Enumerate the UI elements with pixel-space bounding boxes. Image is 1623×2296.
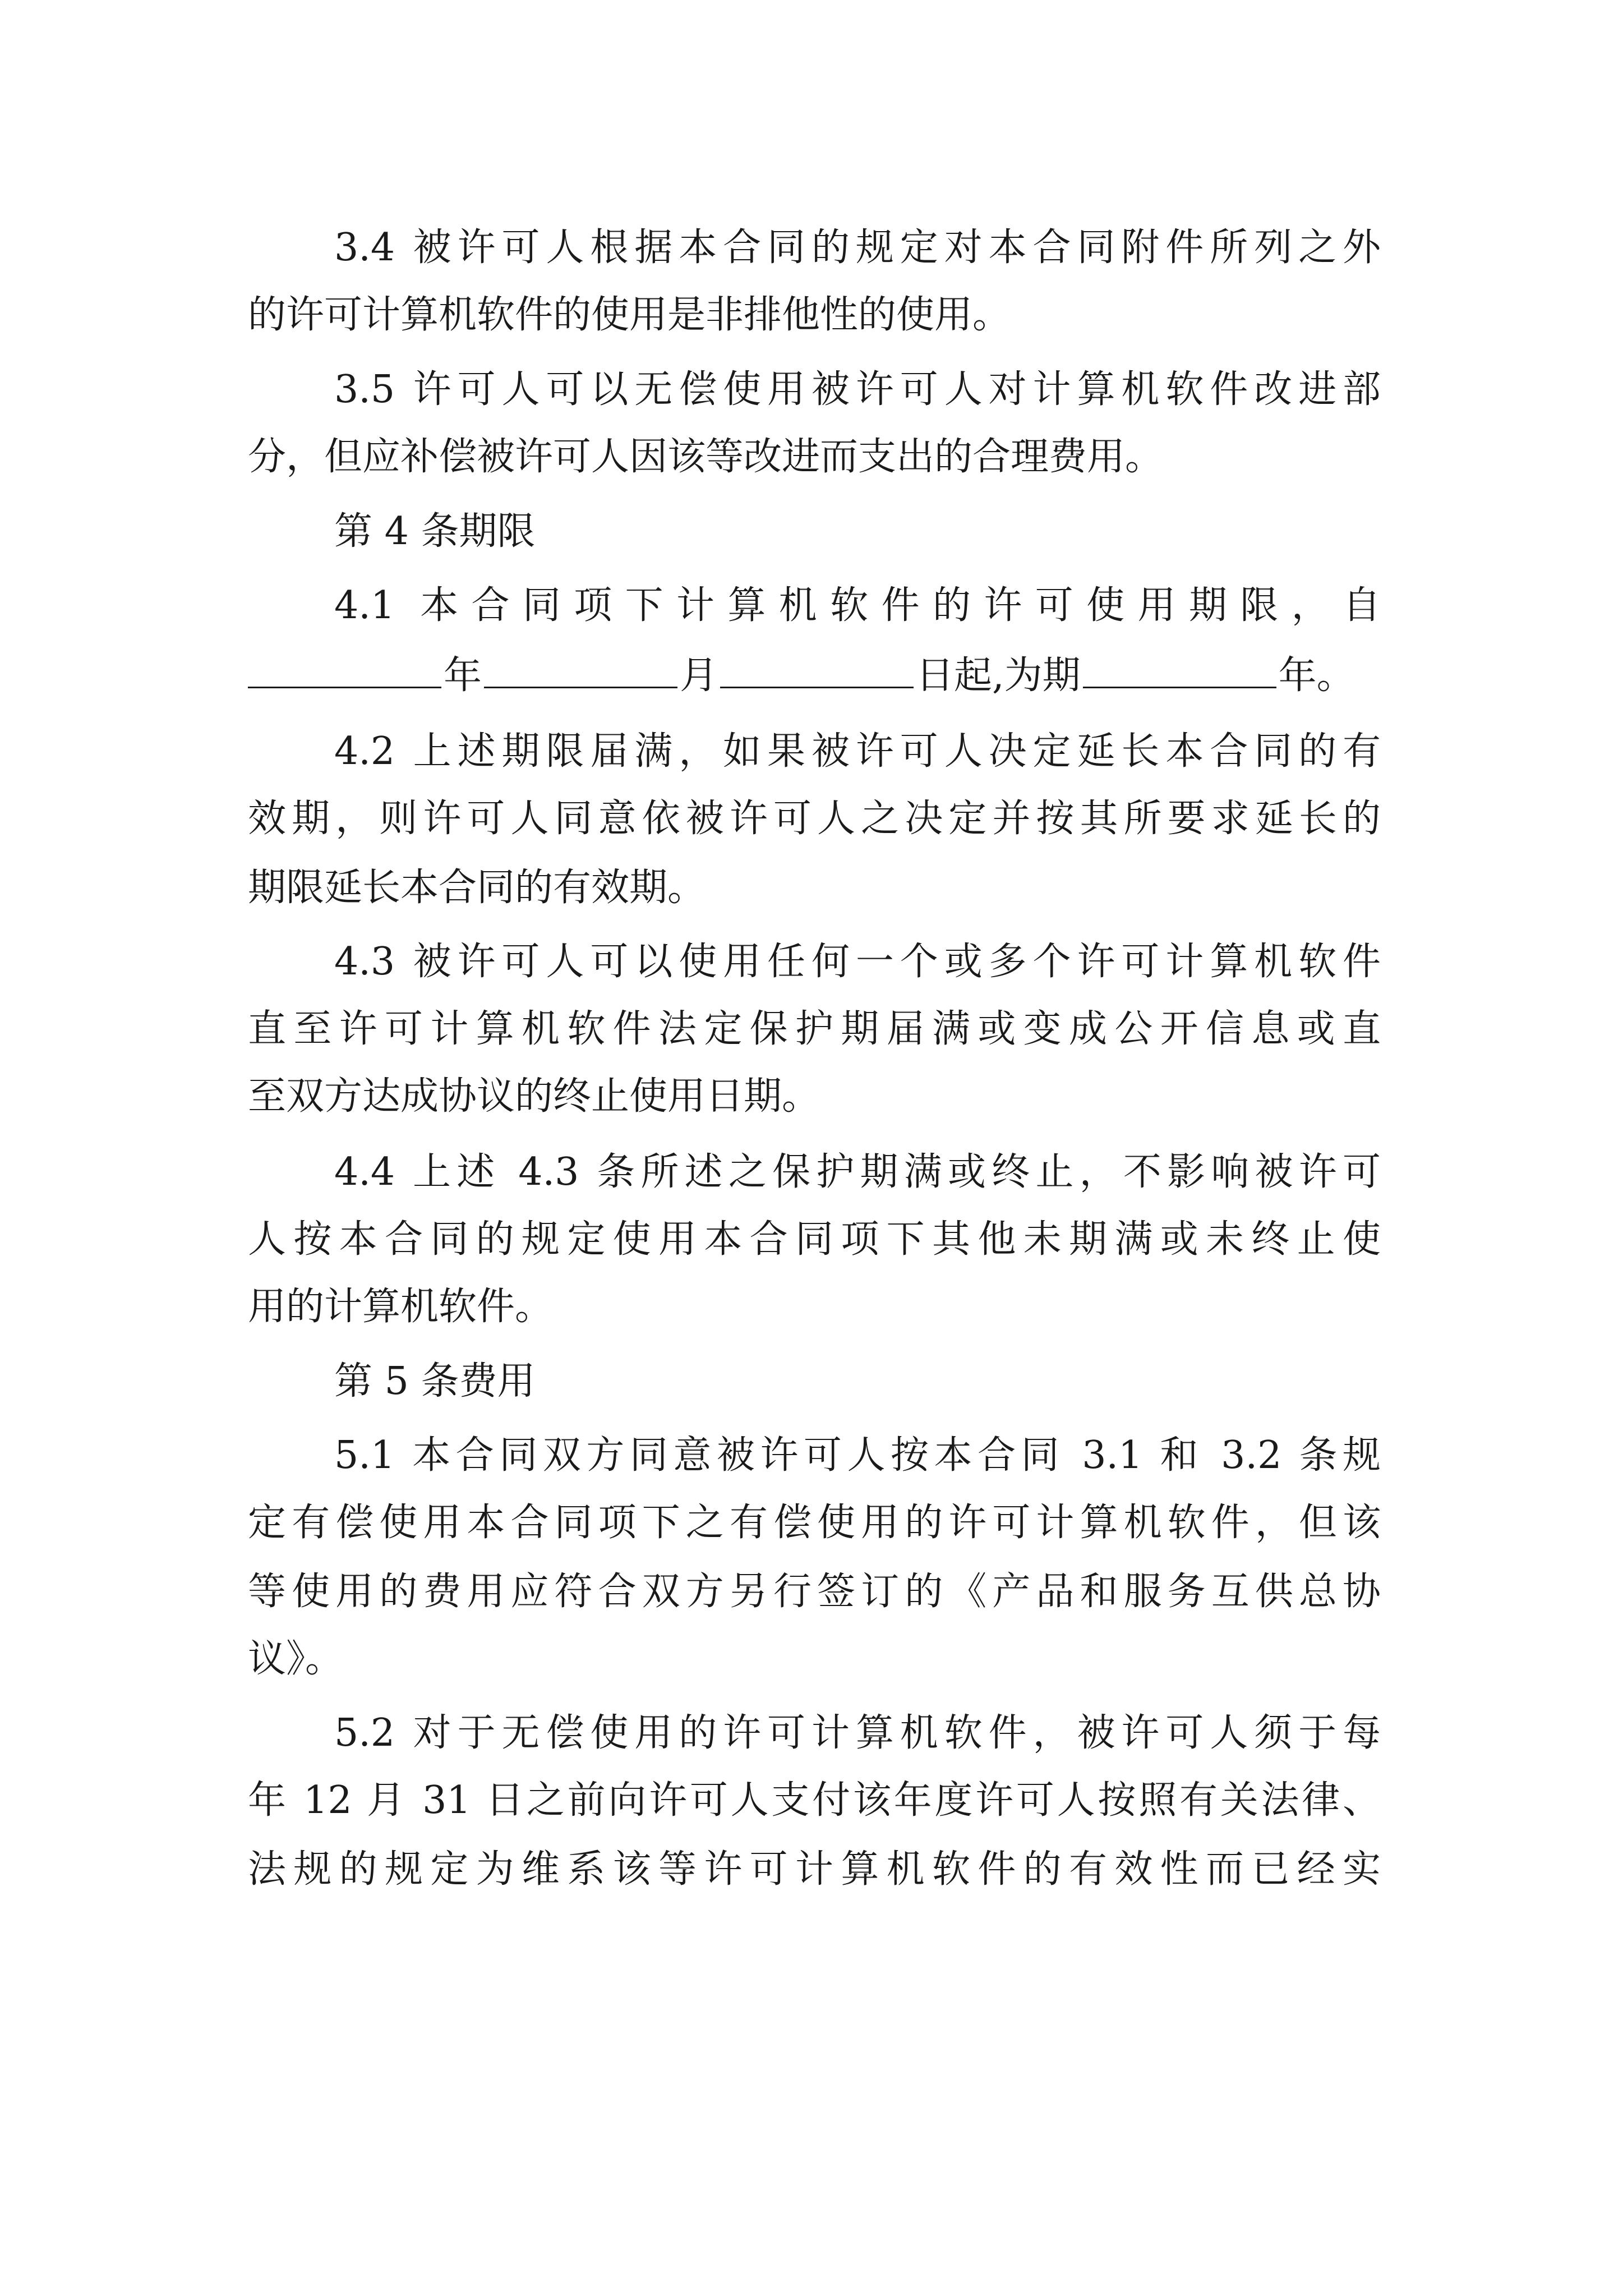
duration-blank[interactable] xyxy=(1083,650,1276,688)
paragraph-line: 分，但应补偿被许可人因该等改进而支出的合理费用。 xyxy=(248,435,1164,479)
paragraph-line: 4.4 上述 4.3 条所述之保护期满或终止，不影响被许可 xyxy=(334,1150,1381,1194)
paragraph-line: 的许可计算机软件的使用是非排他性的使用。 xyxy=(248,293,1011,337)
month-blank[interactable] xyxy=(484,650,677,688)
paragraph-line: 直至许可计算机软件法定保护期届满或变成公开信息或直 xyxy=(248,1007,1381,1051)
paragraph-line: 4.2 上述期限届满，如果被许可人决定延长本合同的有 xyxy=(334,729,1381,774)
day-label: 日起,为期 xyxy=(916,654,1081,698)
year-label: 年 xyxy=(444,654,482,698)
paragraph-line: 定有偿使用本合同项下之有偿使用的许可计算机软件，但该 xyxy=(248,1501,1381,1545)
section-heading: 第 4 条期限 xyxy=(334,509,536,554)
paragraph-line: 3.5 许可人可以无偿使用被许可人对计算机软件改进部 xyxy=(334,367,1381,412)
paragraph-line: 3.4 被许可人根据本合同的规定对本合同附件所列之外 xyxy=(334,226,1381,270)
license-term-date-line xyxy=(248,648,1381,704)
paragraph-line: 至双方达成协议的终止使用日期。 xyxy=(248,1074,820,1119)
year-blank[interactable] xyxy=(248,650,441,688)
paragraph-line: 法规的规定为维系该等许可计算机软件的有效性而已经实 xyxy=(248,1847,1381,1892)
section-heading: 第 5 条费用 xyxy=(334,1359,536,1404)
paragraph-line: 议》。 xyxy=(248,1637,344,1681)
duration-label: 年。 xyxy=(1278,654,1355,698)
paragraph-line: 5.2 对于无偿使用的许可计算机软件，被许可人须于每 xyxy=(334,1711,1381,1755)
day-blank[interactable] xyxy=(720,650,914,688)
paragraph-line: 4.1 本合同项下计算机软件的许可使用期限，自 xyxy=(334,583,1381,628)
paragraph-line: 等使用的费用应符合双方另行签订的《产品和服务互供总协 xyxy=(248,1570,1381,1614)
paragraph-line: 人按本合同的规定使用本合同项下其他未期满或未终止使 xyxy=(248,1217,1381,1262)
paragraph-line: 效期，则许可人同意依被许可人之决定并按其所要求延长的 xyxy=(248,797,1381,841)
paragraph-line: 年 12 月 31 日之前向许可人支付该年度许可人按照有关法律、 xyxy=(248,1778,1381,1823)
paragraph-line: 5.1 本合同双方同意被许可人按本合同 3.1 和 3.2 条规 xyxy=(334,1433,1381,1478)
paragraph-line: 4.3 被许可人可以使用任何一个或多个许可计算机软件 xyxy=(334,940,1381,984)
paragraph-line: 用的计算机软件。 xyxy=(248,1285,554,1329)
month-label: 月 xyxy=(680,654,718,698)
paragraph-line: 期限延长本合同的有效期。 xyxy=(248,866,706,910)
